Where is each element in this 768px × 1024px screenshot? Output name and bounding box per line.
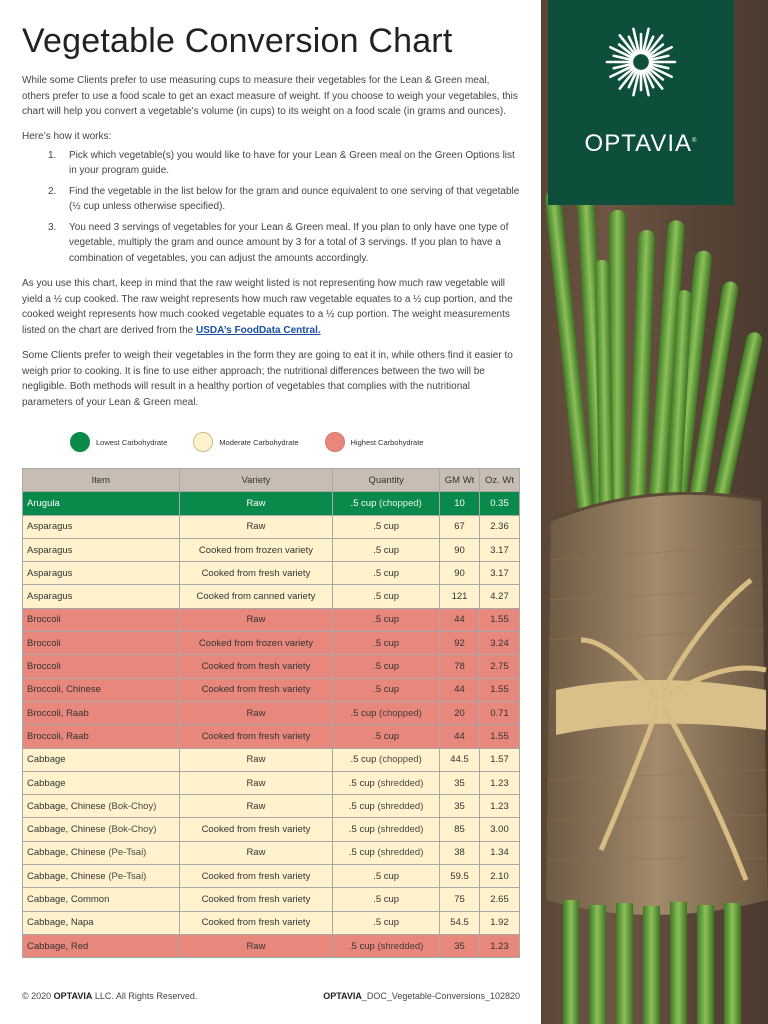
cell-quantity-text: .5 cup [348, 940, 375, 952]
cell-gm-wt [440, 515, 480, 538]
cell-quantity-text: .5 cup [373, 591, 400, 603]
cell-oz-wt-text: 1.23 [490, 800, 509, 812]
cell-quantity [333, 795, 440, 818]
legend-high [325, 432, 424, 452]
cell-variety-text: Raw [246, 497, 266, 509]
cell-oz-wt [480, 585, 520, 608]
header-oz-wt: Oz. Wt [480, 469, 520, 492]
cell-item-text: (Bok-Choy) [108, 824, 157, 836]
cell-gm-wt-text: 35 [454, 777, 465, 789]
cell-item [23, 818, 180, 841]
copyright-brand: OPTAVIA [53, 991, 93, 1001]
cell-gm-wt [440, 865, 480, 888]
cell-gm-wt [440, 748, 480, 771]
cell-item-text: Cabbage [27, 754, 66, 766]
cell-item [23, 888, 180, 911]
cell-oz-wt [480, 538, 520, 561]
cell-oz-wt [480, 934, 520, 957]
cell-item [23, 701, 180, 724]
cell-variety-text: Raw [246, 940, 266, 952]
header-item: Item [23, 469, 180, 492]
table-row [23, 934, 520, 957]
red-dot-icon [325, 432, 345, 452]
cell-item-text: Broccoli, Chinese [27, 684, 101, 696]
header-quantity: Quantity [333, 469, 440, 492]
weighing-paragraph: Some Clients prefer to weigh their vegetables in the form they are going to eat it in, while others find it easier to weigh prior to cooking. It is fine to use either approach; the nutritional differences between the two will be negligible. Both methods will result in a healthy portion of vegetables that complies with the nutritional parameters of your Lean & Green meal. [22, 350, 513, 408]
cell-quantity [333, 841, 440, 864]
cell-oz-wt-text: 2.36 [490, 521, 509, 533]
cell-quantity-text: (chopped) [379, 707, 422, 719]
cell-quantity [333, 771, 440, 794]
table-row [23, 515, 520, 538]
registered-mark: ® [692, 138, 698, 144]
cell-oz-wt-text: 1.57 [490, 754, 509, 766]
step-number: 3. [48, 221, 57, 233]
cell-gm-wt-text: 92 [454, 637, 465, 649]
cell-oz-wt-text: 2.65 [490, 893, 509, 905]
cell-variety-text: Cooked from fresh variety [201, 730, 311, 742]
green-dot-icon [70, 432, 90, 452]
cell-quantity-text: .5 cup [373, 521, 400, 533]
legend-high-label: Highest Carbohydrate [350, 437, 424, 447]
cell-quantity-text: .5 cup [373, 567, 400, 579]
cell-oz-wt-text: 0.35 [490, 497, 509, 509]
cell-variety [179, 701, 333, 724]
cell-quantity-text: .5 cup [350, 707, 377, 719]
cell-variety [179, 911, 333, 934]
table-row [23, 701, 520, 724]
cell-oz-wt [480, 562, 520, 585]
table-row [23, 865, 520, 888]
cell-item-text: Cabbage, Red [27, 940, 89, 952]
cell-gm-wt [440, 701, 480, 724]
cell-gm-wt-text: 90 [454, 544, 465, 556]
cell-variety-text: Cooked from fresh variety [201, 661, 311, 673]
header-gm-wt: GM Wt [440, 469, 480, 492]
cell-variety-text: Cooked from fresh variety [201, 893, 311, 905]
document-id [323, 991, 520, 1001]
cell-item-text: Cabbage [27, 777, 66, 789]
table-row [23, 748, 520, 771]
cell-oz-wt [480, 678, 520, 701]
cell-gm-wt-text: 35 [454, 800, 465, 812]
cell-quantity [333, 678, 440, 701]
doc-brand: OPTAVIA [323, 991, 362, 1001]
cell-variety-text: Raw [246, 754, 266, 766]
step-text: You need 3 servings of vegetables for your Lean & Green meal. If you plan to only have one type of vegetable, multiply the gram and ounce amount by 3 for a total of 3 servings. If you plan to have a combination of vegetables, you can adjust the amounts accordingly. [69, 221, 509, 264]
table-body [23, 492, 520, 958]
cell-quantity-text: .5 cup [373, 661, 400, 673]
cell-variety [179, 632, 333, 655]
cell-oz-wt-text: 2.10 [490, 870, 509, 882]
cell-quantity-text: (chopped) [379, 754, 422, 766]
cell-item-text: (Pe-Tsai) [108, 870, 147, 882]
cell-quantity-text: .5 cup [373, 730, 400, 742]
table-row [23, 678, 520, 701]
cell-variety [179, 934, 333, 957]
step-number: 2. [48, 185, 57, 197]
cell-variety-text: Raw [246, 707, 266, 719]
cell-item-text: Cabbage, Chinese [27, 870, 106, 882]
cell-gm-wt [440, 888, 480, 911]
cell-gm-wt [440, 795, 480, 818]
copyright-year: © 2020 [22, 991, 52, 1001]
cell-quantity-text: (shredded) [377, 777, 424, 789]
sunburst-icon [548, 0, 734, 130]
cell-item-text: Asparagus [27, 544, 73, 556]
legend-low-label: Lowest Carbohydrate [96, 437, 168, 447]
cell-quantity [333, 888, 440, 911]
cell-quantity [333, 492, 440, 515]
main-content [22, 0, 520, 958]
cell-quantity-text: .5 cup [373, 893, 400, 905]
page-title: Vegetable Conversion Chart [22, 22, 453, 60]
cell-gm-wt [440, 538, 480, 561]
cell-variety [179, 748, 333, 771]
cell-item-text: Asparagus [27, 521, 73, 533]
cell-gm-wt [440, 725, 480, 748]
step-item [48, 184, 520, 215]
cell-quantity [333, 632, 440, 655]
cell-quantity-text: .5 cup [373, 917, 400, 929]
cell-oz-wt [480, 795, 520, 818]
cell-item-text: Broccoli [27, 637, 61, 649]
cell-item [23, 841, 180, 864]
step-text: Find the vegetable in the list below for the gram and ounce equivalent to one serving of that vegetable (½ cup unless otherwise specified). [69, 185, 520, 212]
cell-oz-wt-text: 3.17 [490, 544, 509, 556]
cell-variety [179, 841, 333, 864]
table-row [23, 538, 520, 561]
cell-variety-text: Cooked from fresh variety [201, 567, 311, 579]
cell-gm-wt-text: 38 [454, 847, 465, 859]
cell-oz-wt-text: 1.55 [490, 614, 509, 626]
table-row [23, 608, 520, 631]
cell-oz-wt [480, 771, 520, 794]
cell-gm-wt [440, 492, 480, 515]
cell-oz-wt-text: 1.34 [490, 847, 509, 859]
cell-item [23, 632, 180, 655]
brand-name-text: OPTAVIA [584, 130, 693, 157]
cell-gm-wt-text: 67 [454, 521, 465, 533]
cell-item-text: Cabbage, Chinese [27, 800, 106, 812]
cell-item-text: (Bok-Choy) [108, 800, 157, 812]
cell-variety [179, 608, 333, 631]
cell-variety [179, 888, 333, 911]
cell-quantity-text: .5 cup [348, 800, 375, 812]
cell-quantity-text: (chopped) [379, 497, 422, 509]
cell-quantity [333, 934, 440, 957]
cell-item-text: Cabbage, Chinese [27, 847, 106, 859]
cell-oz-wt [480, 818, 520, 841]
cell-variety-text: Cooked from fresh variety [201, 824, 311, 836]
cell-oz-wt-text: 3.00 [490, 824, 509, 836]
cell-variety-text: Cooked from frozen variety [198, 637, 313, 649]
cell-gm-wt [440, 818, 480, 841]
cell-gm-wt-text: 121 [451, 591, 468, 603]
cell-quantity [333, 865, 440, 888]
steps-list [48, 148, 520, 267]
cell-variety-text: Cooked from fresh variety [201, 870, 311, 882]
cell-oz-wt [480, 888, 520, 911]
cell-gm-wt-text: 59.5 [450, 870, 469, 882]
cell-gm-wt-text: 20 [454, 707, 465, 719]
step-item [48, 148, 520, 179]
cell-oz-wt [480, 701, 520, 724]
cell-gm-wt-text: 54.5 [450, 917, 469, 929]
legend-moderate [193, 432, 298, 452]
cell-gm-wt [440, 678, 480, 701]
cell-gm-wt [440, 608, 480, 631]
cell-variety [179, 771, 333, 794]
cell-item [23, 678, 180, 701]
cell-oz-wt [480, 725, 520, 748]
cell-gm-wt [440, 771, 480, 794]
cell-quantity-text: .5 cup [373, 544, 400, 556]
cell-variety-text: Cooked from fresh variety [201, 684, 311, 696]
cell-gm-wt [440, 655, 480, 678]
cell-oz-wt-text: 0.71 [490, 707, 509, 719]
cell-variety [179, 865, 333, 888]
cell-quantity [333, 515, 440, 538]
cell-gm-wt [440, 632, 480, 655]
cell-oz-wt [480, 632, 520, 655]
conversion-table [22, 468, 520, 958]
cell-oz-wt-text: 3.24 [490, 637, 509, 649]
cell-oz-wt [480, 515, 520, 538]
cell-item-text: Broccoli [27, 614, 61, 626]
cell-quantity [333, 562, 440, 585]
cell-gm-wt-text: 75 [454, 893, 465, 905]
cell-quantity-text: .5 cup [373, 637, 400, 649]
table-row [23, 841, 520, 864]
legend-moderate-label: Moderate Carbohydrate [219, 437, 299, 447]
cell-item [23, 795, 180, 818]
how-label: Here’s how it works: [22, 130, 112, 142]
cell-oz-wt [480, 841, 520, 864]
cell-item [23, 538, 180, 561]
cell-item-text: Asparagus [27, 591, 73, 603]
cell-gm-wt [440, 911, 480, 934]
cell-oz-wt-text: 3.17 [490, 567, 509, 579]
cell-quantity-text: (shredded) [377, 800, 424, 812]
cell-gm-wt-text: 90 [454, 567, 465, 579]
cell-gm-wt-text: 35 [454, 940, 465, 952]
cell-variety [179, 678, 333, 701]
cell-item [23, 655, 180, 678]
cell-item [23, 585, 180, 608]
cell-quantity [333, 748, 440, 771]
intro-paragraph: While some Clients prefer to use measuring cups to measure their vegetables for the Lean & Green meal, others prefer to use a food scale to get an exact measure of weight. If you choose to weigh your vegetables, this chart will help you convert a vegetable’s volume (in cups) to its weight on a food scale (in grams and ounces). [22, 75, 518, 117]
cell-oz-wt [480, 748, 520, 771]
header-variety: Variety [179, 469, 333, 492]
cell-variety-text: Raw [246, 847, 266, 859]
cell-gm-wt [440, 934, 480, 957]
table-row [23, 585, 520, 608]
cell-item-text: Asparagus [27, 567, 73, 579]
cell-oz-wt [480, 655, 520, 678]
cell-gm-wt-text: 10 [454, 497, 465, 509]
cell-quantity-text: .5 cup [373, 870, 400, 882]
cell-oz-wt [480, 608, 520, 631]
copyright [22, 991, 197, 1001]
cell-quantity-text: .5 cup [350, 497, 377, 509]
table-row [23, 562, 520, 585]
cell-quantity-text: .5 cup [350, 754, 377, 766]
cell-item [23, 492, 180, 515]
cell-quantity [333, 725, 440, 748]
cell-variety [179, 725, 333, 748]
cell-item-text: (Pe-Tsai) [108, 847, 147, 859]
cell-gm-wt-text: 44 [454, 684, 465, 696]
cell-quantity [333, 585, 440, 608]
cell-variety-text: Raw [246, 777, 266, 789]
cell-variety-text: Cooked from fresh variety [201, 917, 311, 929]
copyright-text: LLC. All Rights Reserved. [94, 991, 198, 1001]
cell-quantity-text: .5 cup [348, 824, 375, 836]
footer [22, 991, 520, 1001]
cell-item-text: Broccoli, Raab [27, 707, 89, 719]
cell-variety [179, 585, 333, 608]
cell-gm-wt-text: 78 [454, 661, 465, 673]
cell-quantity-text: (shredded) [377, 940, 424, 952]
carb-legend [70, 432, 520, 452]
weight-note-paragraph [22, 276, 520, 338]
table-row [23, 655, 520, 678]
cell-variety [179, 515, 333, 538]
cell-quantity-text: (shredded) [377, 847, 424, 859]
cell-item [23, 725, 180, 748]
cell-quantity [333, 608, 440, 631]
cell-variety-text: Cooked from frozen variety [198, 544, 313, 556]
step-text: Pick which vegetable(s) you would like to have for your Lean & Green meal on the Green Options list in your program guide. [69, 149, 515, 176]
cell-gm-wt-text: 44 [454, 614, 465, 626]
table-row [23, 911, 520, 934]
cell-quantity-text: .5 cup [348, 777, 375, 789]
doc-id-text: _DOC_Vegetable-Conversions_102820 [361, 991, 520, 1001]
cell-variety [179, 655, 333, 678]
cell-gm-wt-text: 44.5 [450, 754, 469, 766]
cell-item [23, 865, 180, 888]
cell-gm-wt-text: 44 [454, 730, 465, 742]
cell-quantity [333, 538, 440, 561]
cell-variety-text: Raw [246, 614, 266, 626]
cell-item-text: Cabbage, Napa [27, 917, 94, 929]
cell-item [23, 748, 180, 771]
cell-oz-wt [480, 865, 520, 888]
legend-low [70, 432, 167, 452]
cell-oz-wt [480, 492, 520, 515]
cell-variety-text: Raw [246, 521, 266, 533]
cell-item [23, 515, 180, 538]
cell-oz-wt-text: 1.55 [490, 730, 509, 742]
table-row [23, 492, 520, 515]
cell-variety [179, 492, 333, 515]
cell-item [23, 771, 180, 794]
cell-quantity [333, 701, 440, 724]
table-row [23, 632, 520, 655]
table-row [23, 888, 520, 911]
cell-gm-wt [440, 841, 480, 864]
weight-note-text: As you use this chart, keep in mind that the raw weight listed is not representing how much raw vegetable will yield a ½ cup cooked. The raw weight represents how much raw vegetable equates to a ½ cup portion, and the cooked weight represents how much cooked vegetable equates to a ½ cup portion. The weight measurements listed on the chart are derived from the [22, 278, 513, 336]
usda-link[interactable]: USDA’s FoodData Central. [195, 324, 321, 336]
cell-item [23, 608, 180, 631]
cell-oz-wt-text: 1.23 [490, 940, 509, 952]
cell-oz-wt-text: 1.92 [490, 917, 509, 929]
table-header-row [23, 469, 520, 492]
cell-item [23, 562, 180, 585]
cell-item-text: Arugula [27, 497, 60, 509]
cell-quantity-text: (shredded) [377, 824, 424, 836]
cell-item-text: Broccoli [27, 661, 61, 673]
cell-quantity [333, 655, 440, 678]
cell-oz-wt-text: 1.55 [490, 684, 509, 696]
table-row [23, 771, 520, 794]
cell-variety [179, 562, 333, 585]
yellow-dot-icon [193, 432, 213, 452]
cell-variety [179, 538, 333, 561]
cell-oz-wt-text: 2.75 [490, 661, 509, 673]
table-row [23, 795, 520, 818]
step-number: 1. [48, 149, 57, 161]
cell-variety-text: Raw [246, 800, 266, 812]
brand-name [548, 130, 734, 158]
cell-quantity-text: .5 cup [373, 684, 400, 696]
cell-item-text: Cabbage, Chinese [27, 824, 106, 836]
cell-item-text: Broccoli, Raab [27, 730, 89, 742]
cell-quantity [333, 818, 440, 841]
cell-gm-wt-text: 85 [454, 824, 465, 836]
optavia-logo-panel [548, 0, 734, 205]
cell-item [23, 934, 180, 957]
cell-oz-wt-text: 1.23 [490, 777, 509, 789]
cell-quantity [333, 911, 440, 934]
cell-oz-wt-text: 4.27 [490, 591, 509, 603]
cell-item [23, 911, 180, 934]
cell-gm-wt [440, 585, 480, 608]
table-row [23, 818, 520, 841]
step-item [48, 220, 520, 267]
cell-quantity-text: .5 cup [373, 614, 400, 626]
cell-quantity-text: .5 cup [348, 847, 375, 859]
cell-item-text: Cabbage, Common [27, 893, 110, 905]
cell-variety-text: Cooked from canned variety [196, 591, 316, 603]
cell-variety [179, 818, 333, 841]
cell-oz-wt [480, 911, 520, 934]
cell-variety [179, 795, 333, 818]
table-row [23, 725, 520, 748]
cell-gm-wt [440, 562, 480, 585]
